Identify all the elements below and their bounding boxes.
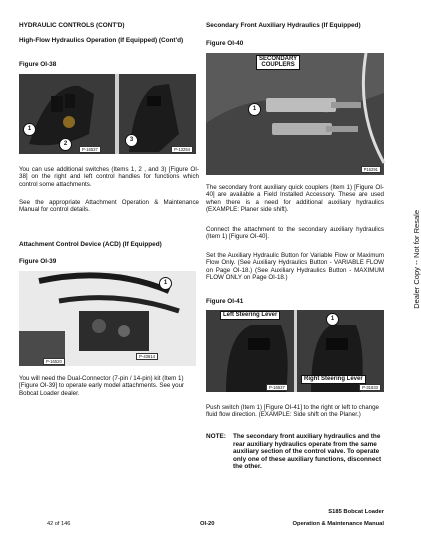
figure-title-line: COUPLERS (261, 62, 295, 69)
figure-label: Figure OI-39 (19, 258, 57, 265)
note-label: NOTE: (206, 433, 226, 440)
footer-page-count: 42 of 146 (47, 521, 71, 527)
paragraph: See the appropriate Attachment Operation & Maintenance Manual for control details. (19, 199, 199, 214)
callout-1: 1 (326, 313, 339, 326)
paragraph: Set the Auxiliary Hydraulic Button for Variable Flow or Maximum Flow Only. (See Auxiliary Hydraulics Button - VARIABLE FLOW on Page OI-18.) (See Auxiliary Hydraulics Button - MAXIMUM FLOW ONLY on Page OI-18.) (206, 252, 384, 282)
figure-title-line: SECONDARY (259, 56, 298, 62)
photo-code: P16291 (361, 166, 381, 173)
footer-manual-title: Operation & Maintenance Manual (292, 521, 384, 527)
section-heading: HYDRAULIC CONTROLS (CONT'D) (19, 22, 125, 29)
callout-1: 1 (248, 103, 261, 116)
callout-1: 1 (159, 277, 172, 290)
figure-title-box (256, 55, 300, 70)
footer-page-number: OI-20 (200, 521, 215, 527)
callout-2: 2 (59, 138, 72, 151)
paragraph: You will need the Dual-Connector (7-pin / 14-pin) kit (Item 1) [Figure OI-39] to operate early model attachments. See your Bobcat Loader dealer. (19, 375, 185, 397)
note-text: The secondary front auxiliary hydraulics and the rear auxiliary hydraulics operate from the same auxiliary section of the control valve. To operate only one of these auxiliary functions, disconnect the other. (233, 433, 382, 471)
section-heading: Secondary Front Auxiliary Hydraulics (If Equipped) (206, 22, 361, 29)
paragraph: Connect the attachment to the secondary auxiliary hydraulics (Item 1) [Figure OI-40]. (206, 226, 384, 241)
figure-label: Figure OI-38 (19, 61, 57, 68)
photo-code: P-16520 (43, 358, 65, 365)
figure-oi-38-image (19, 74, 196, 154)
photo-code: P-16537 (79, 146, 101, 153)
footer-model: S185 Bobcat Loader (328, 509, 384, 515)
left-lever-label: Left Steering Lever (220, 311, 280, 320)
paragraph: Push switch (Item 1) [Figure OI-41] to the right or left to change fluid flow direction. (EXAMPLE: Side shift on the Planer.) (206, 404, 379, 419)
callout-1: 1 (23, 123, 36, 136)
callout-3: 3 (125, 134, 138, 147)
figure-label: Figure OI-40 (206, 40, 244, 47)
paragraph: The secondary front auxiliary quick couplers (Item 1) [Figure OI-40] are available a Field Installed Accessory. These are used when there is a need for additional auxiliary hydraulics (EXAMPLE: Planer side shift). (206, 184, 384, 214)
photo-code: P-31833 (359, 384, 381, 391)
photo-code: P-43614 (136, 353, 158, 360)
subheading: High-Flow Hydraulics Operation (If Equipped) (Cont'd) (19, 37, 184, 44)
figure-oi-39-image (19, 271, 196, 366)
paragraph: You can use additional switches (Items 1, 2 , and 3) [Figure OI-38] on the right and left control handles for functions which control some attachments. (19, 166, 199, 188)
photo-code: P-13254 (171, 146, 193, 153)
photo-code: P-16537 (266, 384, 288, 391)
right-lever-label: Right Steering Lever (301, 375, 366, 384)
figure-oi-41-image (206, 310, 384, 392)
figure-label: Figure OI-41 (206, 298, 244, 305)
section-heading: Attachment Control Device (ACD) (If Equipped) (19, 241, 162, 248)
figure-oi-40-image (206, 53, 384, 175)
dealer-copy-watermark: Dealer Copy -- Not for Resale (412, 210, 421, 309)
